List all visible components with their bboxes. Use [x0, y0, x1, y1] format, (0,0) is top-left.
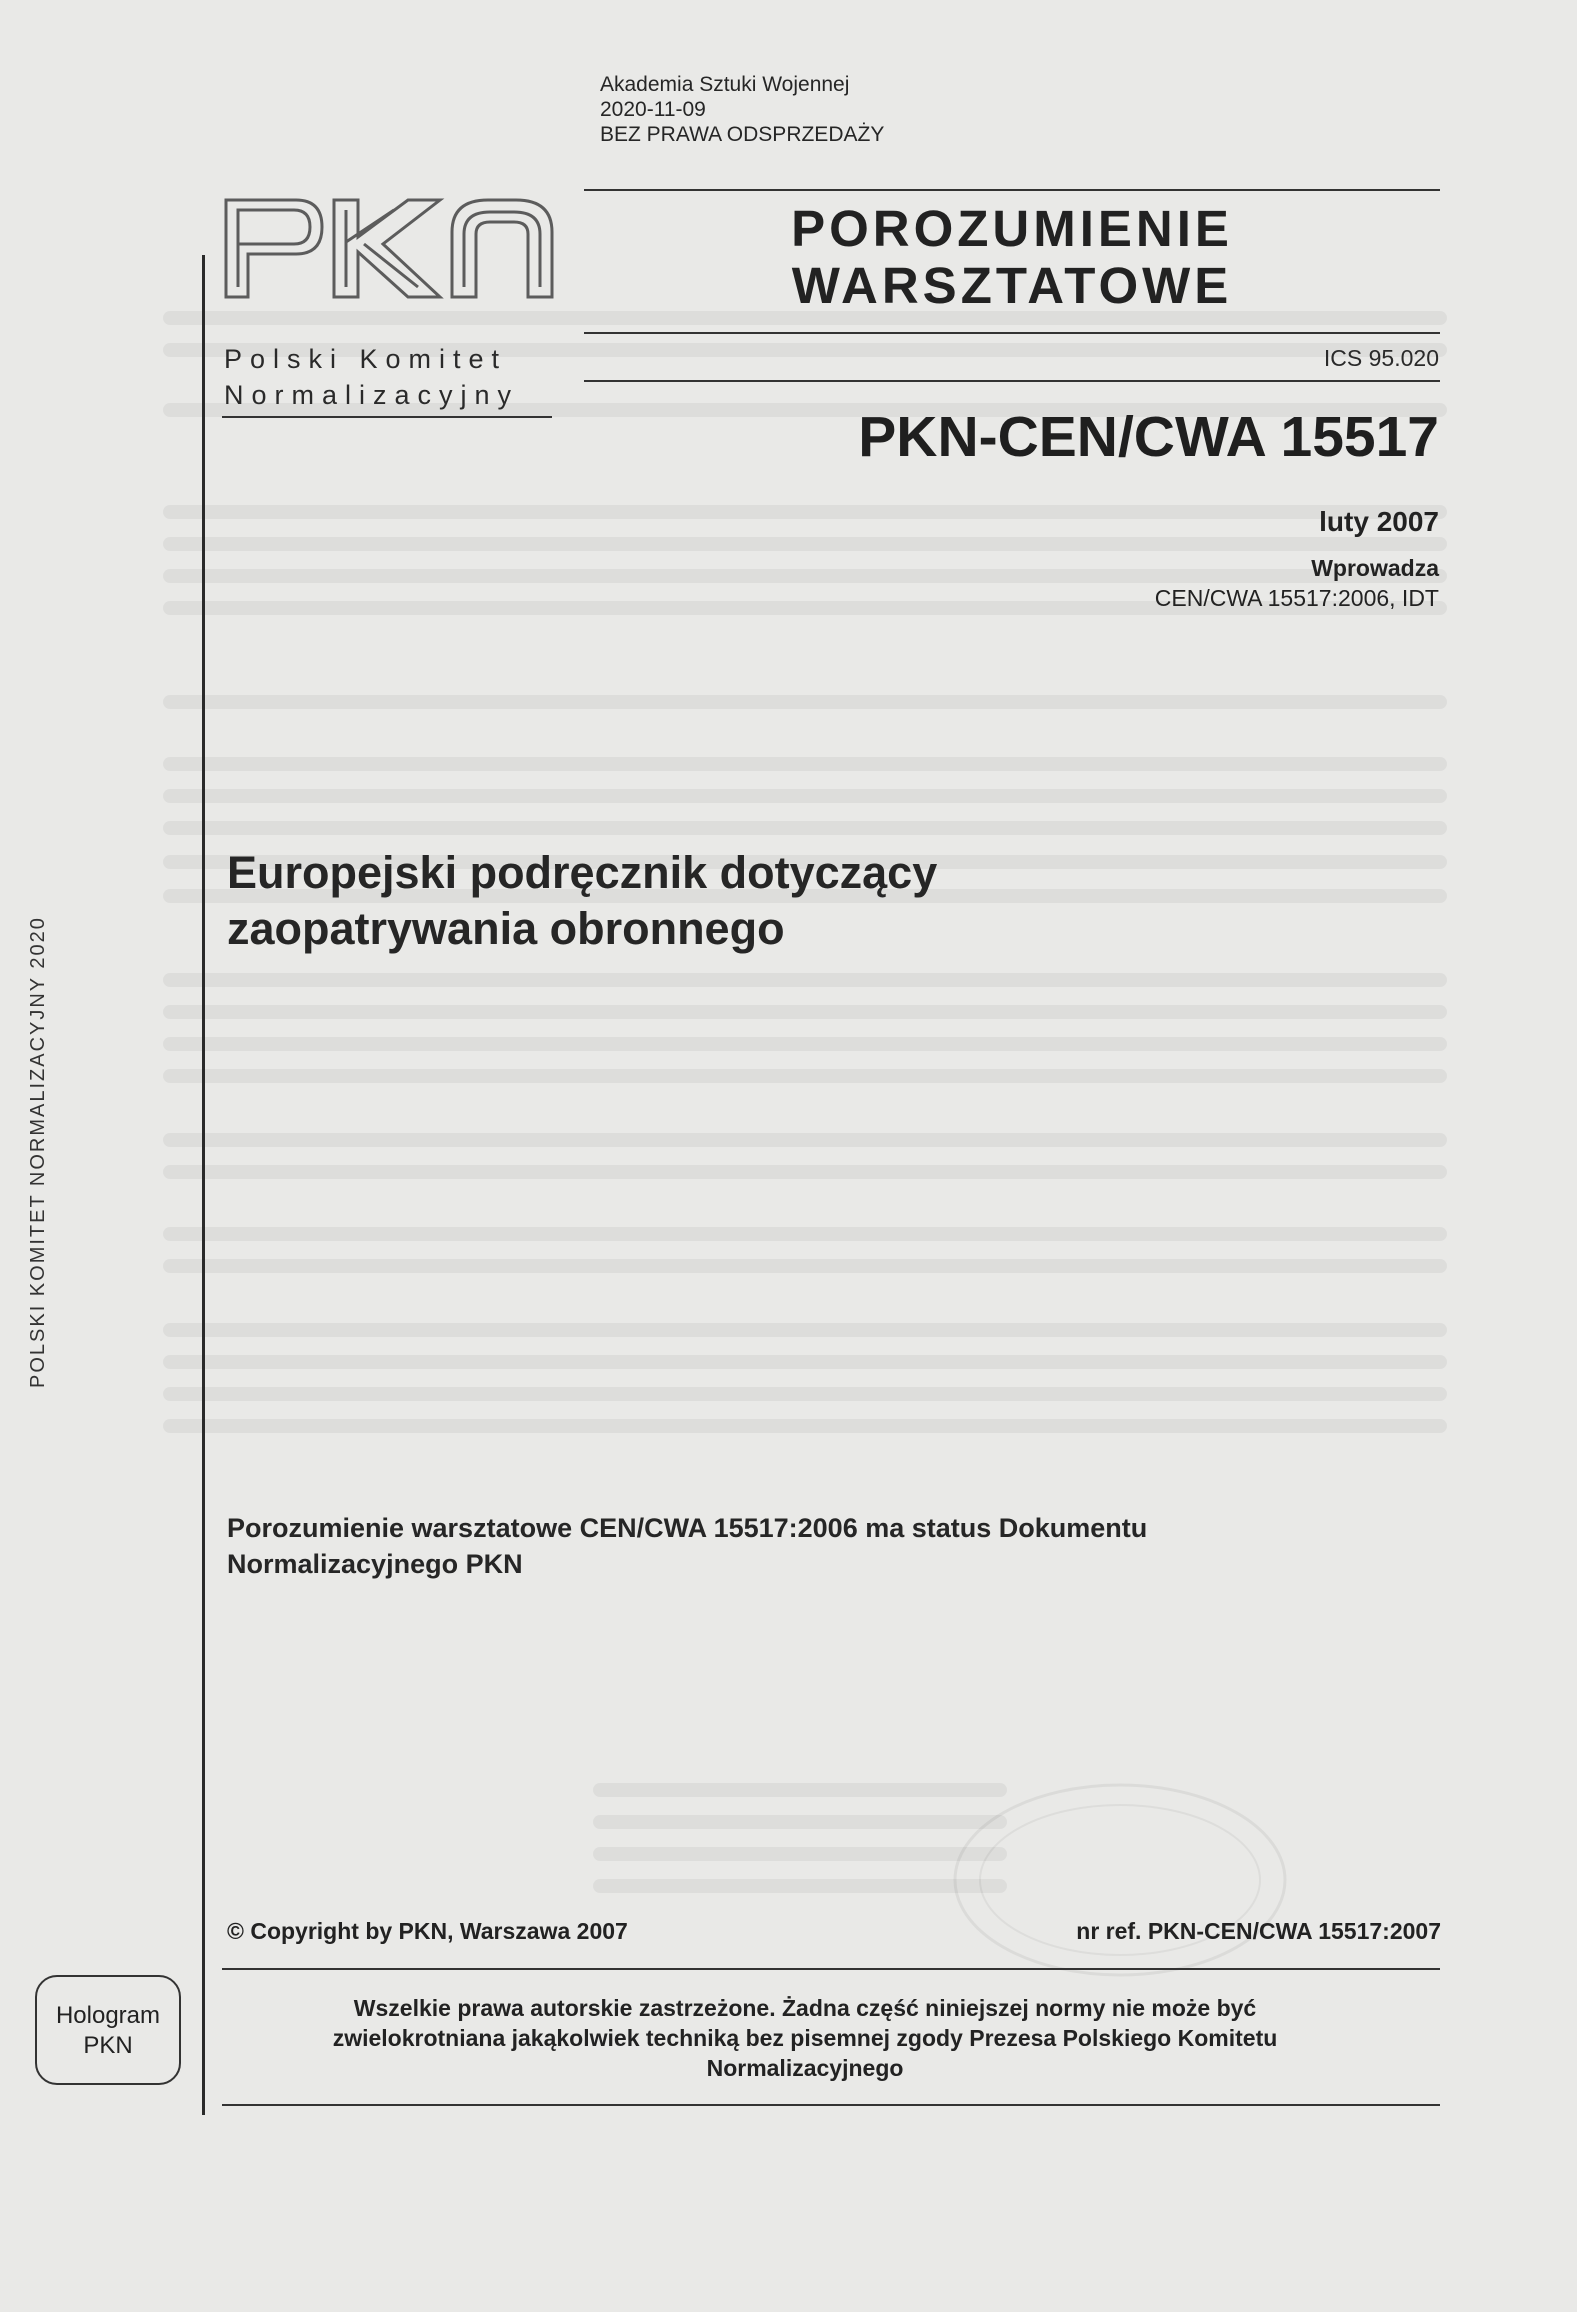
main-title-line2: zaopatrywania obronnego: [227, 903, 785, 954]
stamp-date: 2020-11-09: [600, 98, 706, 121]
side-watermark-text: POLSKI KOMITET NORMALIZACYJNY 2020: [27, 916, 49, 1388]
rights-line2: zwielokrotniana jakąkolwiek techniką bez pisemnej zgody Prezesa Polskiego Komitetu: [332, 2025, 1278, 2051]
footer-bottom-rule: [222, 2104, 1440, 2106]
reference-number: nr ref. PKN-CEN/CWA 15517:2007: [1076, 1918, 1441, 1944]
ics-code: ICS 95.020: [1323, 345, 1439, 371]
org-name-line2: Normalizacyjny: [224, 380, 520, 410]
hologram-box: [35, 1975, 181, 2085]
status-line1: Porozumienie warsztatowe CEN/CWA 15517:2006 ma status Dokumentu: [227, 1513, 1148, 1543]
rights-line3: Normalizacyjnego: [706, 2055, 904, 2081]
title-top-rule: [584, 189, 1440, 191]
pkn-logo: [218, 192, 558, 302]
document-type-title: [584, 200, 1440, 314]
title-bottom-rule: [584, 332, 1440, 334]
document-number: PKN-CEN/CWA 15517: [858, 405, 1439, 469]
library-stamp: [600, 72, 884, 147]
copyright-notice: © Copyright by PKN, Warszawa 2007: [227, 1918, 628, 1944]
hologram-line2: PKN: [83, 2032, 133, 2059]
left-vertical-rule: [202, 255, 205, 2115]
status-line2: Normalizacyjnego PKN: [227, 1549, 523, 1579]
stamp-resale-note: BEZ PRAWA ODSPRZEDAŻY: [600, 123, 885, 146]
document-main-title: [227, 845, 937, 957]
main-title-line1: Europejski podręcznik dotyczący: [227, 847, 938, 898]
org-underline: [222, 416, 552, 418]
ics-rule: [584, 380, 1440, 382]
footer-top-rule: [222, 1968, 1440, 1970]
rights-notice: [260, 1993, 1350, 2083]
document-status: [227, 1510, 1147, 1582]
document-type-line2: WARSZTATOWE: [791, 257, 1233, 314]
org-name-line1: Polski Komitet: [224, 344, 508, 374]
hologram-line1: Hologram: [55, 2002, 161, 2029]
stamp-institution: Akademia Sztuki Wojennej: [600, 73, 850, 96]
rights-line1: Wszelkie prawa autorskie zastrzeżone. Żadna część niniejszej normy nie może być: [353, 1995, 1257, 2021]
publication-date: luty 2007: [1319, 506, 1439, 537]
document-type-line1: POROZUMIENIE: [791, 200, 1233, 257]
introduces-value: CEN/CWA 15517:2006, IDT: [1154, 585, 1439, 611]
introduces-label: Wprowadza: [1311, 555, 1439, 581]
